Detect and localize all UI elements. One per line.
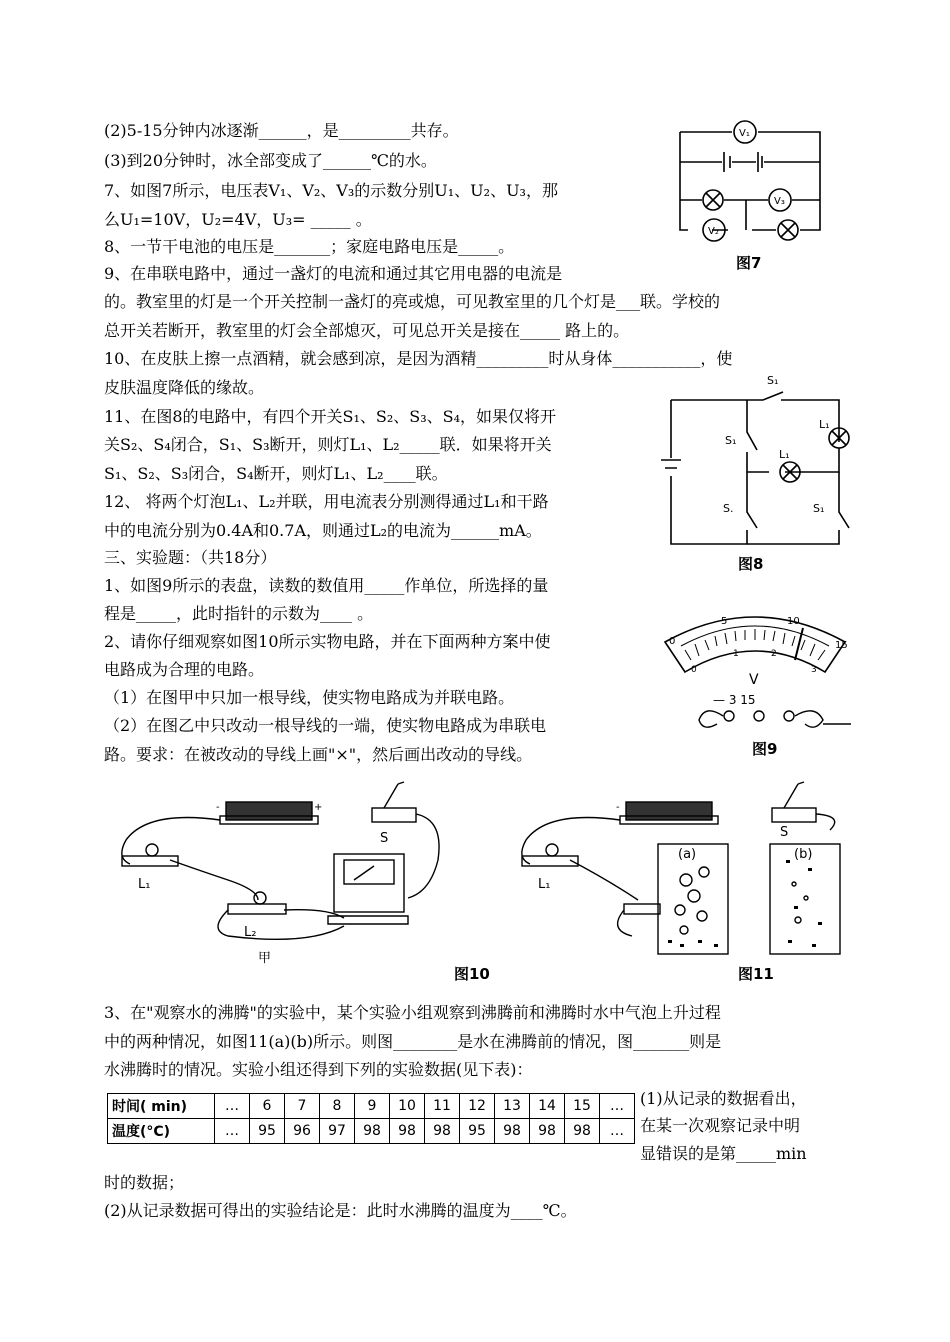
figure-10-circuit-yi bbox=[508, 780, 848, 970]
table-cell: 97 bbox=[320, 1119, 355, 1144]
figure-9-meter bbox=[655, 600, 855, 750]
table-cell: 98 bbox=[425, 1119, 460, 1144]
fig10-s-label: S bbox=[380, 831, 389, 846]
figure-10-caption: 图10 bbox=[454, 965, 490, 983]
text-line: 7、如图7所示，电压表V₁、V₂、V₃的示数分别U₁、U₂、U₃，那 bbox=[104, 181, 558, 200]
text-line: 路。要求：在被改动的导线上画"×"，然后画出改动的导线。 bbox=[104, 745, 533, 764]
text-line: (2)从记录数据可得出的实验结论是：此时水沸腾的温度为____℃。 bbox=[104, 1201, 577, 1220]
text-line: 8、一节干电池的电压是_______；家庭电路电压是_____。 bbox=[104, 237, 515, 256]
fig9-inner-3: 3 bbox=[811, 665, 817, 675]
figure-8-circuit bbox=[655, 372, 855, 552]
fig9-scale-5: 5 bbox=[721, 616, 728, 627]
text-line: 关S₂、S₄闭合，S₁、S₃断开，则灯L₁、L₂_____联．如果将开关 bbox=[104, 435, 552, 454]
text-line: (3)到20分钟时，冰全部变成了______℃的水。 bbox=[104, 151, 437, 170]
fig9-scale-15: 15 bbox=[835, 640, 848, 651]
svg-text:S₁: S₁ bbox=[813, 502, 825, 515]
figure-11-caption: 图11 bbox=[738, 965, 774, 983]
fig7-v1-label: V₁ bbox=[739, 128, 750, 139]
table-cell: 95 bbox=[460, 1119, 495, 1144]
figure-10-circuit-jia bbox=[108, 780, 448, 970]
fig9-v-label: V bbox=[749, 672, 759, 688]
table-cell: 98 bbox=[530, 1119, 565, 1144]
table-cell: 12 bbox=[460, 1094, 495, 1119]
text-line: 10、在皮肤上擦一点酒精，就会感到凉，是因为酒精_________时从身体___________，使 bbox=[104, 349, 733, 368]
table-cell: 98 bbox=[390, 1119, 425, 1144]
table-cell: 98 bbox=[495, 1119, 530, 1144]
fig11-a-label: (a) bbox=[678, 847, 697, 862]
table-cell: 10 bbox=[390, 1094, 425, 1119]
table-cell: 7 bbox=[285, 1094, 320, 1119]
text-line: 总开关若断开，教室里的灯会全部熄灭，可见总开关是接在_____ 路上的。 bbox=[104, 321, 630, 340]
fig9-scale-10: 10 bbox=[787, 616, 800, 627]
svg-text:-: - bbox=[216, 802, 220, 813]
text-line: 三、实验题：（共18分） bbox=[104, 548, 277, 567]
text-line: 中的电流分别为0.4A和0.7A，则通过L₂的电流为______mA。 bbox=[104, 521, 542, 540]
table-cell: … bbox=[600, 1119, 635, 1144]
text-line: S₁、S₂、S₃闭合，S₄断开，则灯L₁、L₂____联。 bbox=[104, 464, 448, 483]
figure-7-svg bbox=[672, 118, 832, 273]
text-line: 1、如图9所示的表盘，读数的数值用_____作单位，所选择的量 bbox=[104, 576, 549, 595]
text-line: 时的数据； bbox=[104, 1173, 185, 1192]
fig11-b-label: (b) bbox=[794, 847, 813, 862]
figure-7-circuit bbox=[672, 118, 832, 273]
table-cell: … bbox=[600, 1094, 635, 1119]
boiling-data-table bbox=[107, 1093, 635, 1144]
fig10-l2-label: L₂ bbox=[244, 925, 257, 940]
fig9-inner-0: 0 bbox=[691, 665, 697, 675]
text-line: 9、在串联电路中，通过一盏灯的电流和通过其它用电器的电流是 bbox=[104, 264, 563, 283]
text-line: 么U₁=10V，U₂=4V，U₃= _____ 。 bbox=[104, 210, 372, 229]
text-line: 中的两种情况，如图11(a)(b)所示。则图________是水在沸腾前的情况，图_______则是 bbox=[104, 1032, 722, 1051]
table-cell: … bbox=[215, 1094, 250, 1119]
table-header-temp: 温度(°C) bbox=[108, 1119, 215, 1144]
table-cell: 96 bbox=[285, 1119, 320, 1144]
text-line: 显错误的是第_____min bbox=[640, 1144, 807, 1163]
table-cell: 8 bbox=[320, 1094, 355, 1119]
text-line: 皮肤温度降低的缘故。 bbox=[104, 378, 265, 397]
table-row bbox=[108, 1094, 635, 1119]
text-line: (2)5-15分钟内冰逐渐______，是_________共存。 bbox=[104, 121, 459, 140]
text-line: 水沸腾时的情况。实验小组还得到下列的实验数据(见下表)： bbox=[104, 1060, 533, 1079]
table-cell: 14 bbox=[530, 1094, 565, 1119]
text-line: 2、请你仔细观察如图10所示实物电路，并在下面两种方案中使 bbox=[104, 632, 551, 651]
table-row bbox=[108, 1119, 635, 1144]
figure-7-caption: 图7 bbox=[736, 254, 762, 272]
fig9-terminals: — 3 15 bbox=[713, 693, 756, 707]
text-line: （2）在图乙中只改动一根导线的一端，使实物电路成为串联电 bbox=[104, 716, 547, 735]
text-line: 的。教室里的灯是一个开关控制一盏灯的亮或熄，可见教室里的几个灯是___联。学校的 bbox=[104, 292, 721, 311]
figure-9-caption: 图9 bbox=[752, 740, 778, 758]
fig10-yi-l1-label: L₁ bbox=[538, 877, 551, 892]
text-line: 在某一次观察记录中明 bbox=[640, 1116, 801, 1135]
svg-text:V₃: V₃ bbox=[774, 196, 785, 207]
fig8-s-dot-label: S. bbox=[723, 502, 734, 515]
svg-text:V₂: V₂ bbox=[708, 226, 719, 237]
text-line: 程是_____，此时指针的示数为____ 。 bbox=[104, 604, 374, 623]
table-cell: 11 bbox=[425, 1094, 460, 1119]
fig8-s1-label: S₁ bbox=[725, 434, 737, 447]
table-cell: … bbox=[215, 1119, 250, 1144]
figure-10-yi-svg bbox=[508, 780, 848, 970]
text-line: （1）在图甲中只加一根导线，使实物电路成为并联电路。 bbox=[104, 688, 515, 707]
table-cell: 13 bbox=[495, 1094, 530, 1119]
text-line: 3、在"观察水的沸腾"的实验中，某个实验小组观察到沸腾前和沸腾时水中气泡上升过程 bbox=[104, 1003, 721, 1022]
figure-8-caption: 图8 bbox=[738, 555, 764, 573]
fig9-inner-1: 1 bbox=[733, 649, 739, 659]
fig8-l1-label: L₁ bbox=[779, 448, 790, 461]
table-cell: 15 bbox=[565, 1094, 600, 1119]
figure-9-svg bbox=[655, 600, 855, 750]
table-cell: 98 bbox=[565, 1119, 600, 1144]
fig9-scale-0: 0 bbox=[669, 636, 676, 647]
text-line: 12、 将两个灯泡L₁、L₂并联，用电流表分别测得通过L₁和干路 bbox=[104, 492, 549, 511]
text-line: 11、在图8的电路中，有四个开关S₁、S₂、S₃、S₄，如果仅将开 bbox=[104, 407, 557, 426]
fig10-l1-label: L₁ bbox=[138, 877, 151, 892]
fig10-jia-label: 甲 bbox=[258, 951, 272, 966]
text-line: 电路成为合理的电路。 bbox=[104, 660, 265, 679]
fig9-inner-2: 2 bbox=[771, 649, 777, 659]
fig10-yi-s-label: S bbox=[780, 825, 789, 840]
table-cell: 98 bbox=[355, 1119, 390, 1144]
figure-10-svg bbox=[108, 780, 448, 970]
svg-text:L₁: L₁ bbox=[819, 418, 830, 431]
svg-text:+: + bbox=[314, 802, 323, 813]
table-cell: 95 bbox=[250, 1119, 285, 1144]
svg-text:S₁: S₁ bbox=[767, 374, 779, 387]
table-cell: 6 bbox=[250, 1094, 285, 1119]
svg-text:-: - bbox=[616, 802, 620, 813]
table-cell: 9 bbox=[355, 1094, 390, 1119]
figure-8-svg bbox=[655, 372, 855, 552]
text-line: (1)从记录的数据看出， bbox=[640, 1089, 807, 1108]
table-header-time: 时间( min) bbox=[108, 1094, 215, 1119]
